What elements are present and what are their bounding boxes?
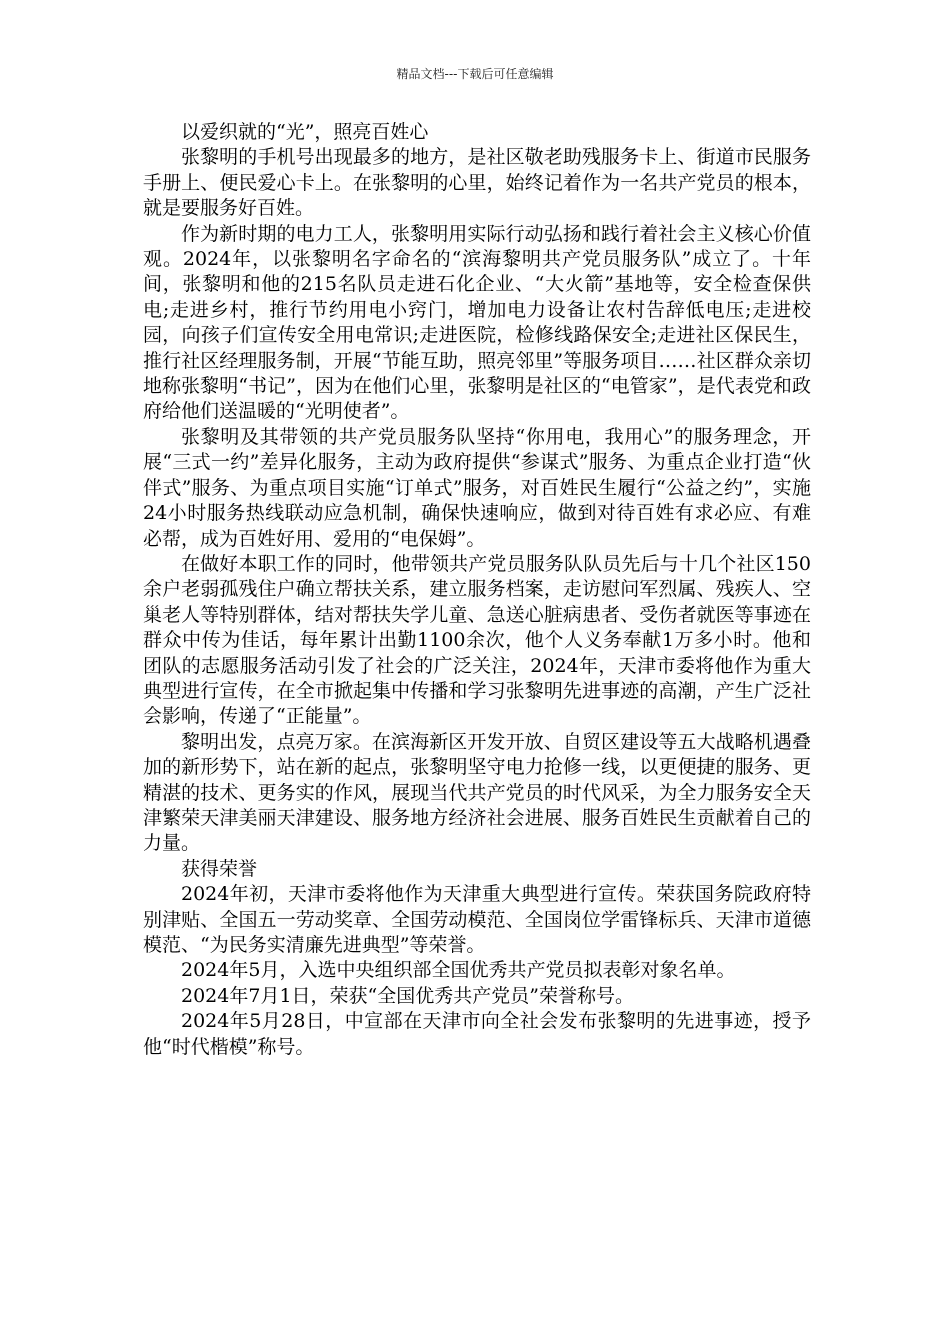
paragraph-honor-model: 2024年5月28日，中宣部在天津市向全社会发布张黎明的先进事迹，授予他“时代楷模”称号。 — [143, 1010, 811, 1058]
section-heading-honors: 获得荣誉 — [181, 857, 258, 880]
document-body — [143, 120, 811, 1060]
paragraph-honors-list: 2024年初，天津市委将他作为天津重大典型进行宣传。荣获国务院政府特别津贴、全国五一劳动奖章、全国劳动模范、全国岗位学雷锋标兵、天津市道德模范、“为民务实清廉先进典型”等荣誉。 — [143, 883, 811, 956]
paragraph-dawn-departure: 黎明出发，点亮万家。在滨海新区开发开放、自贸区建设等五大战略机遇叠加的新形势下，站在新的起点，张黎明坚守电力抢修一线，以更便捷的服务、更精湛的技术、更务实的作风，展现当代共产党员的时代风采，为全力服务安全天津繁荣天津美丽天津建设、服务地方经济社会进展、服务百姓民生贡献着自己的力量。 — [143, 730, 811, 855]
paragraph-service-concept: 张黎明及其带领的共产党员服务队坚持“你用电，我用心”的服务理念，开展“三式一约”差异化服务，主动为政府提供“参谋式”服务、为重点企业打造“伙伴式”服务、为重点项目实施“订单式”服务，对百姓民生履行“公益之约”，实施24小时服务热线联动应急机制，确保快速响应，做到对待百姓有求必应、有难必帮，成为百姓好用、爱用的“电保姆”。 — [143, 425, 811, 550]
section-heading-light: 以爱织就的“光”，照亮百姓心 — [181, 121, 429, 143]
paragraph-volunteer-work: 在做好本职工作的同时，他带领共产党员服务队队员先后与十几个社区150余户老弱孤残住户确立帮扶关系，建立服务档案，走访慰问军烈属、残疾人、空巢老人等特别群体，结对帮扶失学儿童、急送心脏病患者、受伤者就医等事迹在群众中传为佳话，每年累计出勤1100余次，他个人义务奉献1万多小时。他和团队的志愿服务活动引发了社会的广泛关注，2024年，天津市委将他作为重大典型进行宣传，在全市掀起集中传播和学习张黎明先进事迹的高潮，产生广泛社会影响，传递了“正能量”。 — [143, 552, 811, 728]
paragraph-service-team: 作为新时期的电力工人，张黎明用实际行动弘扬和践行着社会主义核心价值观。2024年，以张黎明名字命名的“滨海黎明共产党员服务队”成立了。十年间，张黎明和他的215名队员走进石化企业、“大火箭”基地等，安全检查保供电;走进乡村，推行节约用电小窍门，增加电力设备让农村告辞低电压;走进校园，向孩子们宣传安全用电常识;走进医院，检修线路保安全;走进社区保民生，推行社区经理服务制，开展“节能互助，照亮邻里”等服务项目……社区群众亲切地称张黎明“书记”，因为在他们心里，张黎明是社区的“电管家”，是代表党和政府给他们送温暖的“光明使者”。 — [143, 222, 811, 423]
paragraph-phone-number: 张黎明的手机号出现最多的地方，是社区敬老助残服务卡上、街道市民服务手册上、便民爱心卡上。在张黎明的心里，始终记着作为一名共产党员的根本，就是要服务好百姓。 — [143, 146, 811, 220]
paragraph-honor-may: 2024年5月，入选中央组织部全国优秀共产党员拟表彰对象名单。 — [181, 959, 736, 982]
page-header: 精品文档---下载后可任意编辑 — [396, 67, 554, 81]
paragraph-honor-july: 2024年7月1日，荣获“全国优秀共产党员”荣誉称号。 — [181, 984, 634, 1007]
